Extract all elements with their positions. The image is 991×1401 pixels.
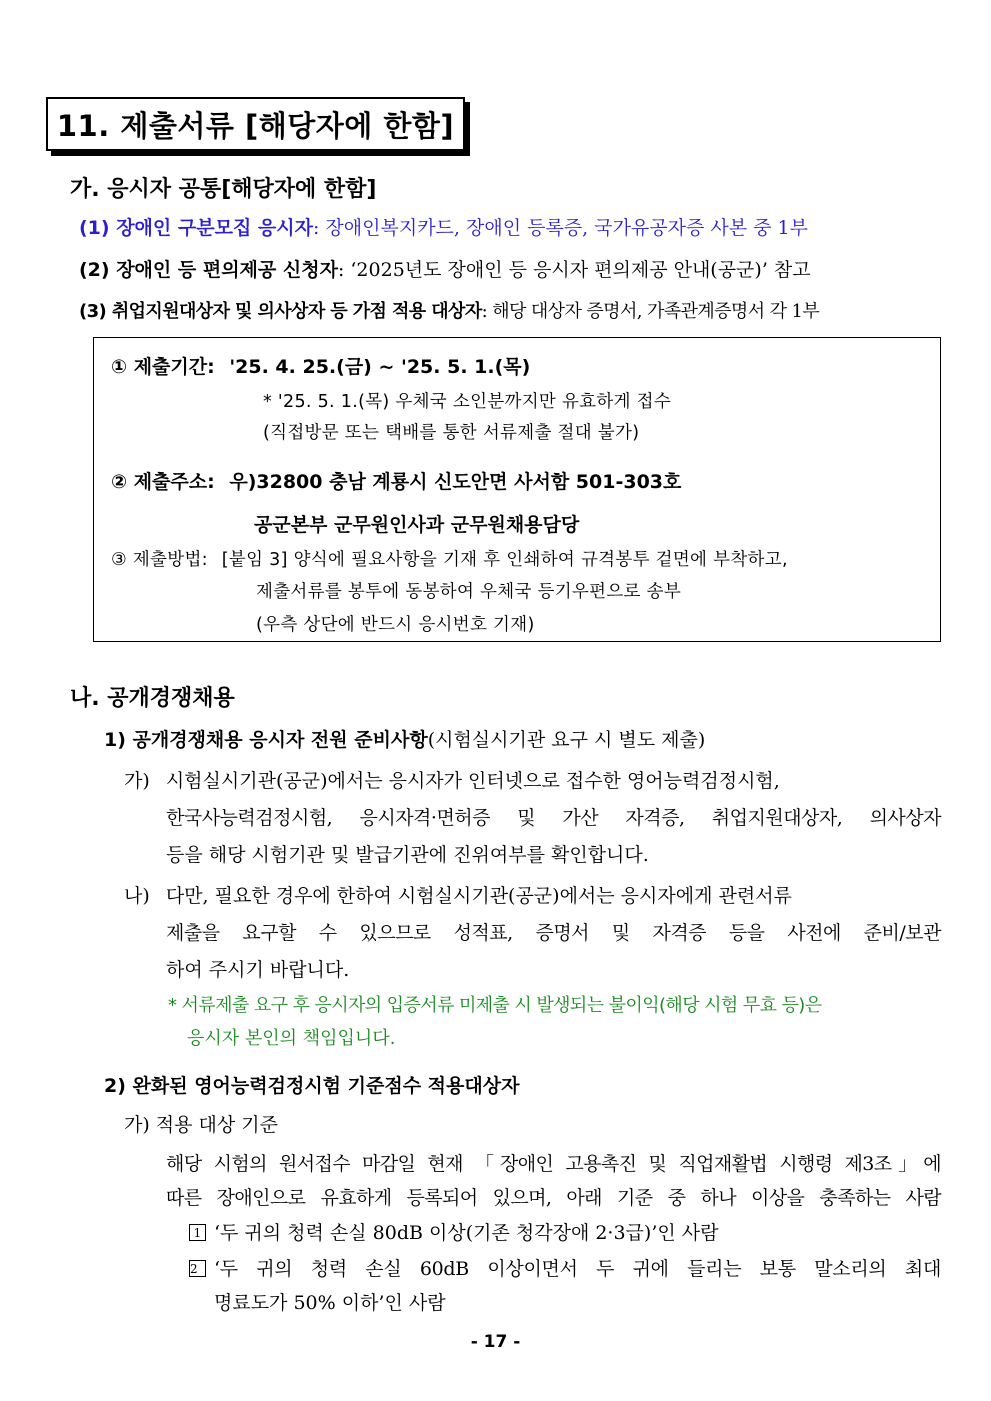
criterion-2 — [189, 1254, 941, 1281]
criterion-2-text-2: 명료도가 50% 이하’인 사람 — [214, 1292, 446, 1314]
sub2-label: 2) 완화된 영어능력검정시험 기준점수 적용대상자 — [104, 1075, 520, 1097]
section-title: 11. 제출서류 [해당자에 한함] — [46, 97, 465, 151]
criteria-line-1: 해당 시험의 원서접수 마감일 현재 「장애인 고용촉진 및 직업재활법 시행령 제3조」에 — [166, 1153, 941, 1175]
criterion-1 — [189, 1218, 718, 1245]
na-line-2: 제출을 요구할 수 있으므로 성적표, 증명서 및 자격증 등을 사전에 준비/보관 — [166, 922, 941, 944]
section-ga-heading: 가. 응시자 공통[해당자에 한함] — [70, 177, 377, 202]
page-number: - 17 - — [470, 1332, 521, 1352]
ga-text-1: 시험실시기관(공군)에서는 응시자가 인터넷으로 접수한 영어능력검정시험, — [165, 770, 780, 792]
ga-line-3: 등을 해당 시험기관 및 발급기관에 진위여부를 확인합니다. — [166, 844, 649, 866]
period-value: '25. 4. 25.(금) ~ '25. 5. 1.(목) — [229, 356, 531, 378]
method-line-2: 제출서류를 봉투에 동봉하여 우체국 등기우편으로 송부 — [256, 582, 682, 602]
ga-line-1 — [124, 766, 780, 793]
address-row — [111, 467, 681, 494]
ga-prefix: 가) — [124, 770, 150, 792]
criterion-2-number: 2 — [189, 1260, 206, 1277]
sub1-label: 1) 공개경쟁채용 응시자 전원 준비사항 — [104, 729, 428, 751]
warning-line-2: 응시자 본인의 책임입니다. — [187, 1028, 396, 1049]
ga-line-2: 한국사능력검정시험, 응시자격·면허증 및 가산 자격증, 취업지원대상자, 의사상자 — [166, 807, 941, 829]
period-label: ① 제출기간: — [111, 356, 215, 378]
sub1-row — [104, 725, 705, 752]
na-text-1: 다만, 필요한 경우에 한하여 시험실시기관(공군)에서는 응시자에게 관련서류 — [165, 885, 792, 907]
na-prefix: 나) — [124, 885, 150, 907]
criteria-line-2: 따른 장애인으로 유효하게 등록되어 있으며, 아래 기준 중 하나 이상을 충족하는 사람 — [166, 1187, 941, 1209]
criterion-2-text-1: ‘두 귀의 청력 손실 60dB 이상이면서 두 귀에 들리는 보통 말소리의 최대 — [214, 1258, 941, 1280]
address-value-2: 공군본부 군무원인사과 군무원채용담당 — [254, 514, 580, 536]
item2-text: : ‘2025년도 장애인 등 응시자 편의제공 안내(공군)’ 참고 — [337, 259, 811, 281]
sub2-ga: 가) 적용 대상 기준 — [124, 1114, 279, 1136]
period-note-2: (직접방문 또는 택배를 통한 서류제출 절대 불가) — [263, 423, 640, 443]
item1-label: (1) 장애인 구분모집 응시자 — [79, 217, 313, 239]
warning-line-1: * 서류제출 요구 후 응시자의 입증서류 미제출 시 발생되는 불이익(해당 시험 무효 등)은 — [168, 995, 822, 1016]
method-line-3: (우측 상단에 반드시 응시번호 기재) — [256, 615, 535, 635]
method-label: ③ 제출방법: — [111, 550, 208, 570]
method-row — [111, 546, 788, 571]
item-disabled-applicant — [79, 213, 808, 240]
item3-text: : 해당 대상자 증명서, 가족관계증명서 각 1부 — [481, 301, 820, 322]
item-bonus-points — [79, 297, 819, 323]
criterion-1-text: ‘두 귀의 청력 손실 80dB 이상(기존 청각장애 2·3급)’인 사람 — [214, 1222, 719, 1244]
item3-label: (3) 취업지원대상자 및 의사상자 등 가점 적용 대상자 — [79, 301, 482, 322]
na-line-3: 하여 주시기 바랍니다. — [166, 959, 350, 981]
period-row — [111, 352, 530, 379]
item1-text: : 장애인복지카드, 장애인 등록증, 국가유공자증 사본 중 1부 — [312, 217, 808, 239]
address-label: ② 제출주소: — [111, 471, 215, 493]
address-value: 우)32800 충남 계룡시 신도안면 사서함 501-303호 — [229, 471, 682, 493]
item-accommodation-applicant — [79, 255, 811, 282]
criterion-1-number: 1 — [189, 1224, 206, 1241]
na-line-1 — [124, 881, 792, 908]
method-line-1: [붙임 3] 양식에 필요사항을 기재 후 인쇄하여 규격봉투 겉면에 부착하고, — [221, 550, 788, 570]
period-note-1: * '25. 5. 1.(목) 우체국 소인분까지만 유효하게 접수 — [263, 392, 672, 412]
sub1-text: (시험실시기관 요구 시 별도 제출) — [427, 729, 706, 751]
item2-label: (2) 장애인 등 편의제공 신청자 — [79, 259, 338, 281]
section-na-heading: 나. 공개경쟁채용 — [70, 686, 235, 711]
